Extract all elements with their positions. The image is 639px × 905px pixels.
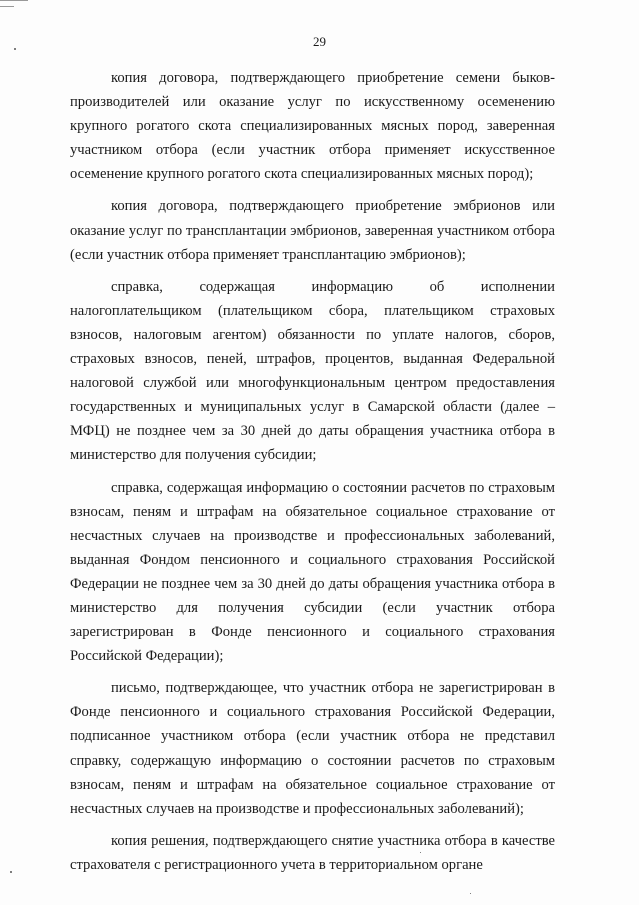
scan-speck <box>10 871 12 873</box>
paragraph-tax-certificate: справка, содержащая информацию об исполнении налогоплательщиком (плательщиком сбора, плательщиком страховых взносов, налоговым агентом) обязанности по уплате налогов, сборов, страховых взносов, пеней, штрафов, процентов, выданная Федеральной налоговой службой или многофункциональным центром предоставления государственных и муниципальных услуг в Самарской области (далее – МФЦ) не позднее чем за 30 дней до даты обращения участника отбора в министерство для получения субсидии; <box>70 278 555 464</box>
scan-edge-mark <box>0 0 28 1</box>
paragraph-deregistration-decision: копия решения, подтверждающего снятие участника отбора в качестве страхователя с регистрационного учета в территориальном органе <box>70 832 555 873</box>
scan-edge-mark <box>0 6 14 7</box>
document-body <box>70 66 555 877</box>
paragraph-semen-contract: копия договора, подтверждающего приобретение семени быков-производителей или оказание услуг по искусственному осеменению крупного рогатого скота специализированных мясных пород, заверенная участником отбора (если участник отбора применяет искусственное осеменение крупного рогатого скота специализированных мясных пород); <box>70 70 555 183</box>
paragraph-embryo-contract: копия договора, подтверждающего приобретение эмбрионов или оказание услуг по трансплантации эмбрионов, заверенная участником отбора (если участник отбора применяет трансплантацию эмбрионов); <box>70 198 555 263</box>
paragraph-insurance-certificate: справка, содержащая информацию о состоянии расчетов по страховым взносам, пеням и штрафам на обязательное социальное страхование от несчастных случаев на производстве и профессиональных заболеваний, выданная Фондом пенсионного и социального страхования Российской Федерации не позднее чем за 30 дней до даты обращения участника отбора в министерство для получения субсидии (если участник отбора зарегистрирован в Фонде пенсионного и социального страхования Российской Федерации); <box>70 479 555 665</box>
page-number: 29 <box>313 34 326 49</box>
paragraph-not-registered-letter: письмо, подтверждающее, что участник отбора не зарегистрирован в Фонде пенсионного и социального страхования Российской Федерации, подписанное участником отбора (если участник отбора не представил справку, содержащую информацию о состоянии расчетов по страховым взносам, пеням и штрафам на обязательное социальное страхование от несчастных случаев на производстве и профессиональных заболеваний); <box>70 680 555 817</box>
scan-speck <box>470 893 471 894</box>
